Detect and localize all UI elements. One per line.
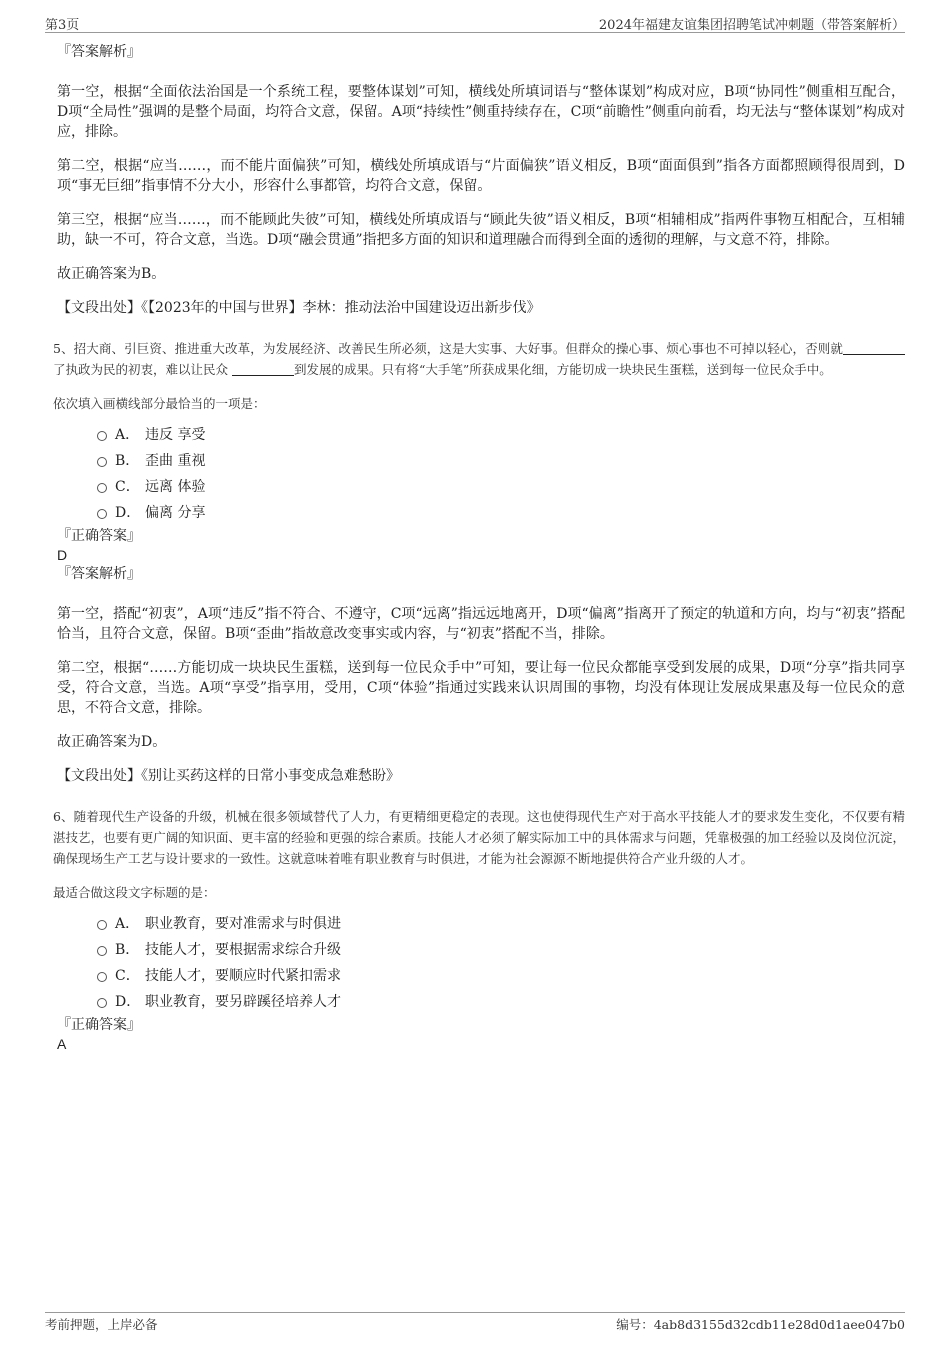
correct-answer-label: 『正确答案』 [57,1017,141,1033]
option-text: 技能人才，要根据需求综合升级 [145,942,341,958]
fill-blank [843,340,905,355]
question-5-text [53,338,905,380]
analysis-label: 『答案解析』 [57,566,141,582]
option-d[interactable] [97,989,905,1015]
question-prompt: 依次填入画横线部分最恰当的一项是： [53,396,266,411]
radio-icon[interactable] [97,946,107,956]
analysis-conclusion: 故正确答案为B。 [57,266,166,282]
option-b[interactable] [97,937,905,963]
radio-icon[interactable] [97,972,107,982]
page-content [45,42,905,1053]
question-6-text: 6、随着现代生产设备的升级，机械在很多领域替代了人力，有更精细更稳定的表现。这也使得现代生产对于高水平技能人才的要求发生变化，不仅要有精湛技艺，也要有更广阔的知识面、更丰富的经验和更强的综合素质。技能人才必须了解实际加工中的具体需求与问题，凭靠极强的加工经验以及岗位沉淀，确保现场生产工艺与设计要求的一致性。这就意味着唯有职业教育与时俱进，才能为社会源源不断地提供符合产业升级的人才。 [53,809,905,866]
page-number: 第3页 [45,18,80,33]
document-title: 2024年福建友谊集团招聘笔试冲刺题（带答案解析） [598,18,905,33]
question-text-part: 了执政为民的初衷，难以让民众 [53,362,229,377]
radio-icon[interactable] [97,483,107,493]
footer-slogan: 考前押题，上岸必备 [45,1317,158,1332]
option-d[interactable] [97,500,905,526]
option-list [97,422,905,526]
analysis-paragraph: 第一空，搭配“初衷”，A项“违反”指不符合、不遵守，C项“远离”指远远地离开，D项“偏离”指离开了预定的轨道和方向，均与“初衷”搭配恰当，且符合文意，保留。B项“歪曲”指故意改变事实或内容，与“初衷”搭配不当，排除。 [57,606,905,642]
option-letter: D． [115,994,141,1010]
correct-answer-label: 『正确答案』 [57,528,141,544]
option-text: 职业教育，要另辟蹊径培养人才 [145,994,341,1010]
analysis-paragraph: 第一空，根据“全面依法治国是一个系统工程，要整体谋划”可知，横线处所填词语与“整体谋划”构成对应，B项“协同性”侧重相互配合，D项“全局性”强调的是整个局面，均符合文意，保留。A项“持续性”侧重持续存在，C项“前瞻性”侧重向前看，均无法与“整体谋划”构成对应，排除。 [57,84,905,140]
radio-icon[interactable] [97,920,107,930]
option-c[interactable] [97,963,905,989]
option-letter: B． [115,453,140,469]
option-b[interactable] [97,448,905,474]
option-letter: C． [115,968,140,984]
question-prompt: 最适合做这段文字标题的是： [53,885,216,900]
page-footer [45,1312,905,1335]
footer-serial: 编号：4ab8d3155d32cdb11e28d0d1aee047b0 [616,1317,905,1332]
page-header [45,14,905,33]
question-text-part: 5、招大商、引巨资、推进重大改革，为发展经济、改善民生所必须，这是大实事、大好事。但群众的操心事、烦心事也不可掉以轻心，否则就 [53,341,843,356]
correct-answer: D [57,547,68,563]
radio-icon[interactable] [97,457,107,467]
correct-answer: A [57,1036,67,1052]
passage-source: 【文段出处】《别让买药这样的日常小事变成急难愁盼》 [57,768,400,784]
analysis-conclusion: 故正确答案为D。 [57,734,167,750]
analysis-label: 『答案解析』 [57,44,141,60]
option-letter: A． [115,916,140,932]
option-c[interactable] [97,474,905,500]
passage-source: 【文段出处】《【2023年的中国与世界】李林：推动法治中国建设迈出新步伐》 [57,300,541,316]
option-letter: D． [115,505,141,521]
option-letter: C． [115,479,140,495]
option-text: 歪曲 重视 [145,453,206,469]
option-text: 远离 体验 [145,479,206,495]
analysis-paragraph: 第三空，根据“应当……，而不能顾此失彼”可知，横线处所填成语与“顾此失彼”语义相反，B项“相辅相成”指两件事物互相配合，互相辅助，缺一不可，符合文意，当选。D项“融会贯通”指把多方面的知识和道理融合而得到全面的透彻的理解，与文意不符，排除。 [57,212,905,248]
question-text-part: 到发展的成果。只有将“大手笔”所获成果化细，方能切成一块块民生蛋糕，送到每一位民众手中。 [294,362,832,377]
analysis-paragraph: 第二空，根据“……方能切成一块块民生蛋糕，送到每一位民众手中”可知，要让每一位民众都能享受到发展的成果，D项“分享”指共同享受，符合文意，当选。A项“享受”指享用，受用，C项“体验”指通过实践来认识周围的事物，均没有体现让发展成果惠及每一位民众的意思，不符合文意，排除。 [57,660,905,716]
option-text: 技能人才，要顺应时代紧扣需求 [145,968,341,984]
radio-icon[interactable] [97,431,107,441]
option-a[interactable] [97,911,905,937]
option-letter: B． [115,942,140,958]
option-text: 偏离 分享 [145,505,206,521]
analysis-paragraph: 第二空，根据“应当……，而不能片面偏狭”可知，横线处所填成语与“片面偏狭”语义相反，B项“面面俱到”指各方面都照顾得很周到，D项“事无巨细”指事情不分大小，形容什么事都管，均符合文意，保留。 [57,158,905,194]
option-letter: A． [115,427,140,443]
option-text: 职业教育，要对准需求与时俱进 [145,916,341,932]
option-a[interactable] [97,422,905,448]
fill-blank [232,361,294,376]
radio-icon[interactable] [97,998,107,1008]
option-text: 违反 享受 [145,427,206,443]
option-list [97,911,905,1015]
radio-icon[interactable] [97,509,107,519]
